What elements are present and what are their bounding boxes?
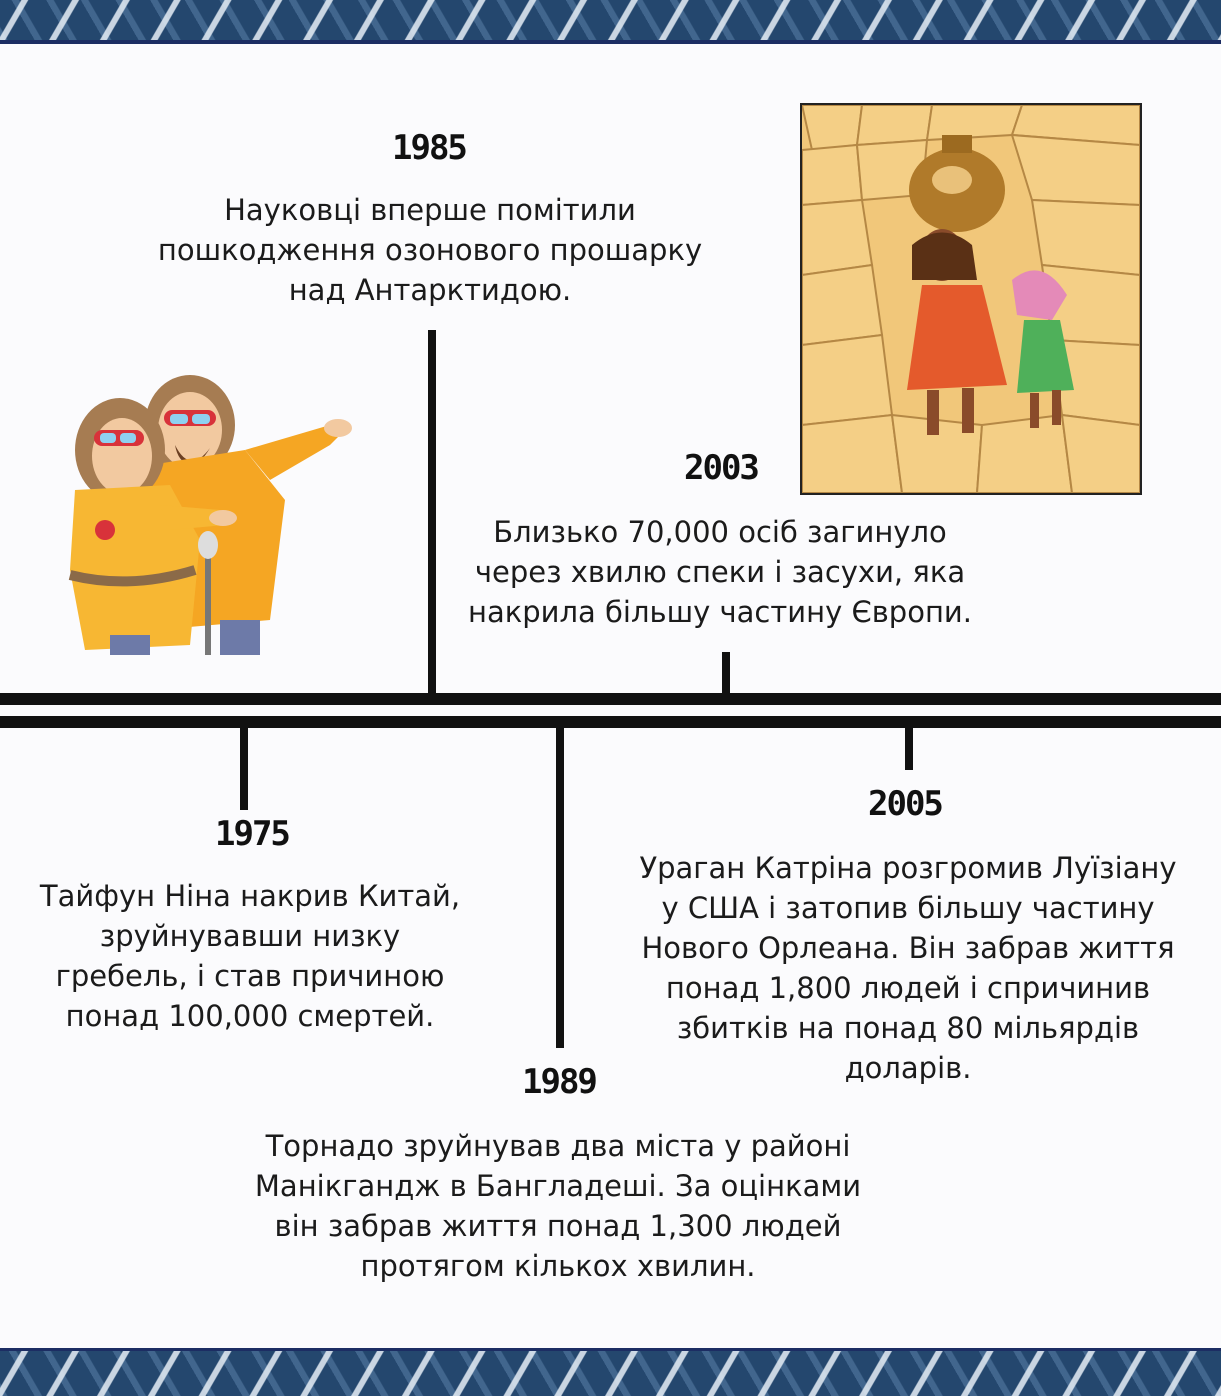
- year-2003: 2003: [684, 448, 758, 488]
- timeline-upper-rule: [0, 693, 1221, 705]
- polar-explorers-illustration: [60, 370, 360, 660]
- tick-1989: [556, 728, 564, 1048]
- bottom-decorative-band: [0, 1348, 1221, 1396]
- event-text-1985: Науковці вперше помітили пошкодження озонового прошарку над Антарктидою.: [157, 193, 703, 307]
- top-decorative-band: [0, 0, 1221, 44]
- drought-illustration: [800, 103, 1142, 495]
- tick-2003: [722, 652, 730, 694]
- year-1989: 1989: [522, 1062, 596, 1102]
- event-text-2003: Близько 70,000 осіб загинуло через хвилю спеки і засухи, яка накрила більшу частину Європи.: [468, 515, 972, 629]
- tick-1985: [428, 330, 436, 694]
- event-text-1989: Торнадо зруйнував два міста у районі Манікгандж в Бангладеші. За оцінками він забрав життя понад 1,300 людей протягом кількох хвилин.: [254, 1129, 862, 1283]
- event-text-2005: Ураган Катріна розгромив Луїзіану у США і затопив більшу частину Нового Орлеана. Він забрав життя понад 1,800 людей і спричинив збитків на понад 80 мільярдів доларів.: [639, 851, 1177, 1085]
- year-1985: 1985: [392, 128, 466, 168]
- event-text-1975: Тайфун Ніна накрив Китай, зруйнувавши низку гребель, і став причиною понад 100,000 смертей.: [39, 879, 461, 1033]
- tick-2005: [905, 728, 913, 770]
- year-2005: 2005: [868, 784, 942, 824]
- year-1975: 1975: [215, 814, 289, 854]
- tick-1975: [240, 728, 248, 810]
- timeline-lower-rule: [0, 716, 1221, 728]
